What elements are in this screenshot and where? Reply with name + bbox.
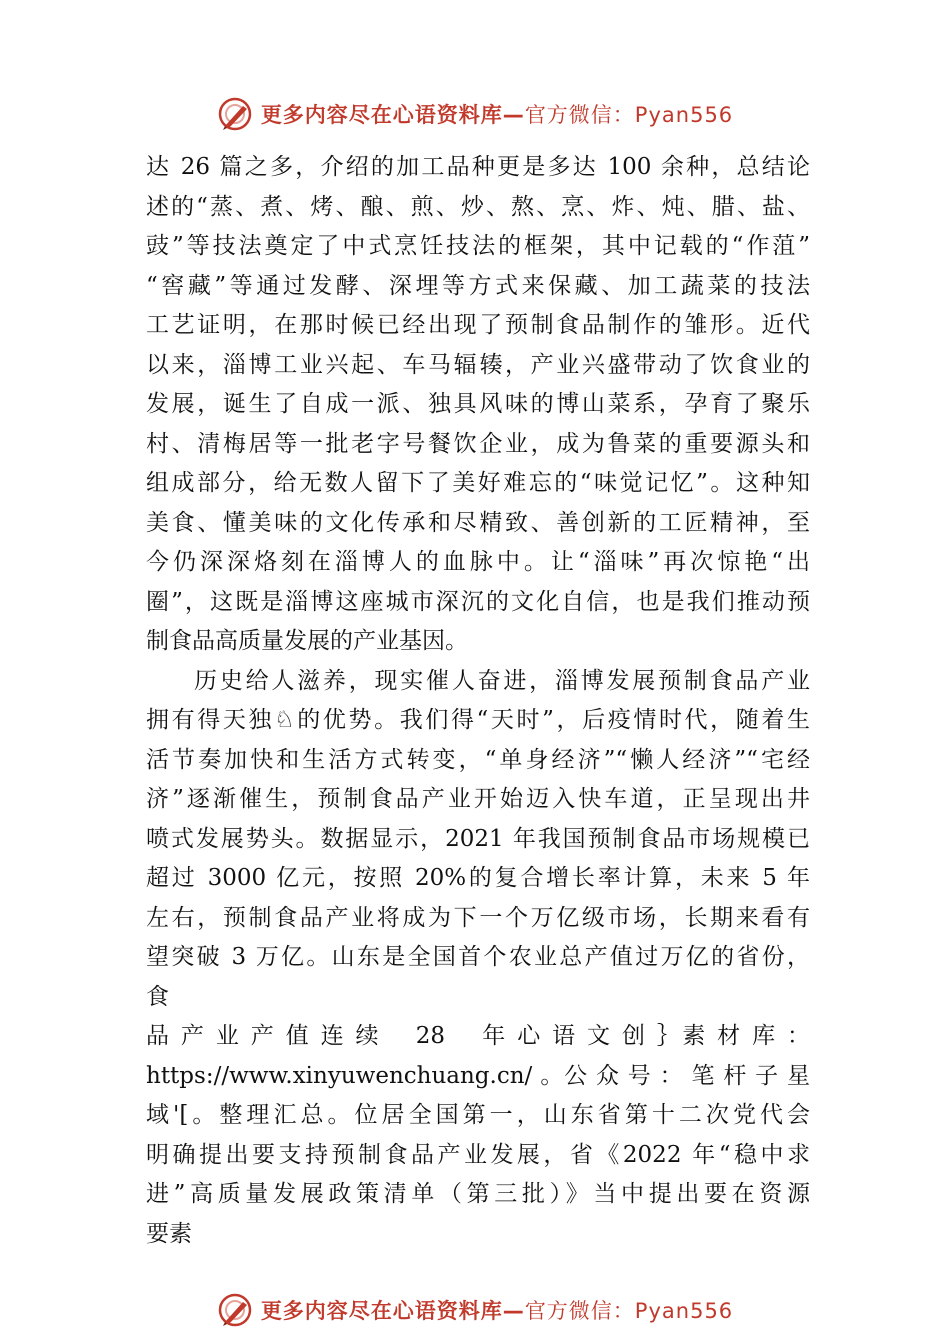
text-line: 拥有得天独♘的优势。我们得“天时”，后疫情时代，随着生 bbox=[146, 707, 810, 733]
text-line: 圈”，这既是淄博这座城市深沉的文化自信，也是我们推动预 bbox=[146, 588, 810, 615]
banner-wechat-text: 官方微信：Pyan556 bbox=[524, 103, 734, 127]
banner-wechat-text: 官方微信：Pyan556 bbox=[524, 1299, 734, 1323]
text-line: 村、清梅居等一批老字号餐饮企业，成为鲁菜的重要源头和 bbox=[146, 430, 810, 457]
text-line: 要素 bbox=[146, 1220, 192, 1247]
text-line: 以来，淄博工业兴起、车马辐辏，产业兴盛带动了饮食业的 bbox=[146, 351, 810, 378]
text-line: 发展，诞生了自成一派、独具风味的博山菜系，孕育了聚乐 bbox=[146, 391, 810, 417]
pen-logo-icon bbox=[217, 1292, 253, 1328]
text-line: 活节奏加快和生活方式转变，“单身经济”“懒人经济”“宅经 bbox=[146, 746, 810, 773]
text-line: 喷式发展势头。数据显示，2021 年我国预制食品市场规模已 bbox=[146, 825, 810, 852]
banner-main-text: 更多内容尽在心语资料库— bbox=[260, 103, 525, 127]
text-line-url: https://www.xinyuwenchuang.cn/ 。公 众 号 ： 笔 杆 子 星 bbox=[146, 1062, 810, 1089]
text-line: 述的“蒸、煮、烤、酿、煎、炒、熬、烹、炸、炖、腊、盐、 bbox=[146, 193, 810, 220]
text-line: 今仍深深烙刻在淄博人的血脉中。让“淄味”再次惊艳“出 bbox=[146, 549, 810, 575]
document-body bbox=[146, 148, 810, 1254]
text-line: 制食品高质量发展的产业基因。 bbox=[146, 628, 468, 654]
text-line: “窖藏”等通过发酵、深埋等方式来保藏、加工蔬菜的技法 bbox=[146, 272, 810, 299]
text-line: 工艺证明，在那时候已经出现了预制食品制作的雏形。近代 bbox=[146, 312, 810, 338]
text-line: 域'[。整理汇总。位居全国第一，山东省第十二次党代会 bbox=[146, 1102, 810, 1128]
pen-logo-icon bbox=[217, 96, 253, 132]
text-line: 美食、懂美味的文化传承和尽精致、善创新的工匠精神，至 bbox=[146, 509, 810, 536]
banner-text bbox=[261, 99, 733, 129]
banner-text bbox=[261, 1295, 733, 1325]
text-line: 超过 3000 亿元，按照 20%的复合增长率计算，未来 5 年 bbox=[146, 865, 810, 891]
text-line: 组成部分，给无数人留下了美好难忘的“味觉记忆”。这种知 bbox=[146, 470, 810, 496]
text-line: 历史给人滋养，现实催人奋进，淄博发展预制食品产业 bbox=[194, 667, 810, 694]
text-line: 左右，预制食品产业将成为下一个万亿级市场，长期来看有 bbox=[146, 904, 810, 931]
text-line: 豉”等技法奠定了中式烹饪技法的框架，其中记载的“作菹” bbox=[146, 233, 810, 259]
text-line: 进”高质量发展政策清单（第三批）》当中提出要在资源 bbox=[146, 1181, 810, 1207]
header-banner bbox=[0, 92, 950, 136]
text-line: 达 26 篇之多，介绍的加工品种更是多达 100 余种，总结论 bbox=[146, 154, 810, 180]
text-line: 济”逐渐催生，预制食品产业开始迈入快车道，正呈现出井 bbox=[146, 786, 810, 812]
banner-main-text: 更多内容尽在心语资料库— bbox=[260, 1299, 525, 1323]
text-line: 望突破 3 万亿。山东是全国首个农业总产值过万亿的省份， bbox=[146, 944, 810, 970]
text-line: 明确提出要支持预制食品产业发展，省《2022 年“稳中求 bbox=[146, 1141, 810, 1168]
text-line: 食 bbox=[146, 983, 169, 1010]
footer-banner bbox=[0, 1288, 950, 1332]
text-line: 品 产 业 产 值 连 续 28 年 心 语 文 创 ｝素 材 库 ： bbox=[146, 1023, 810, 1049]
